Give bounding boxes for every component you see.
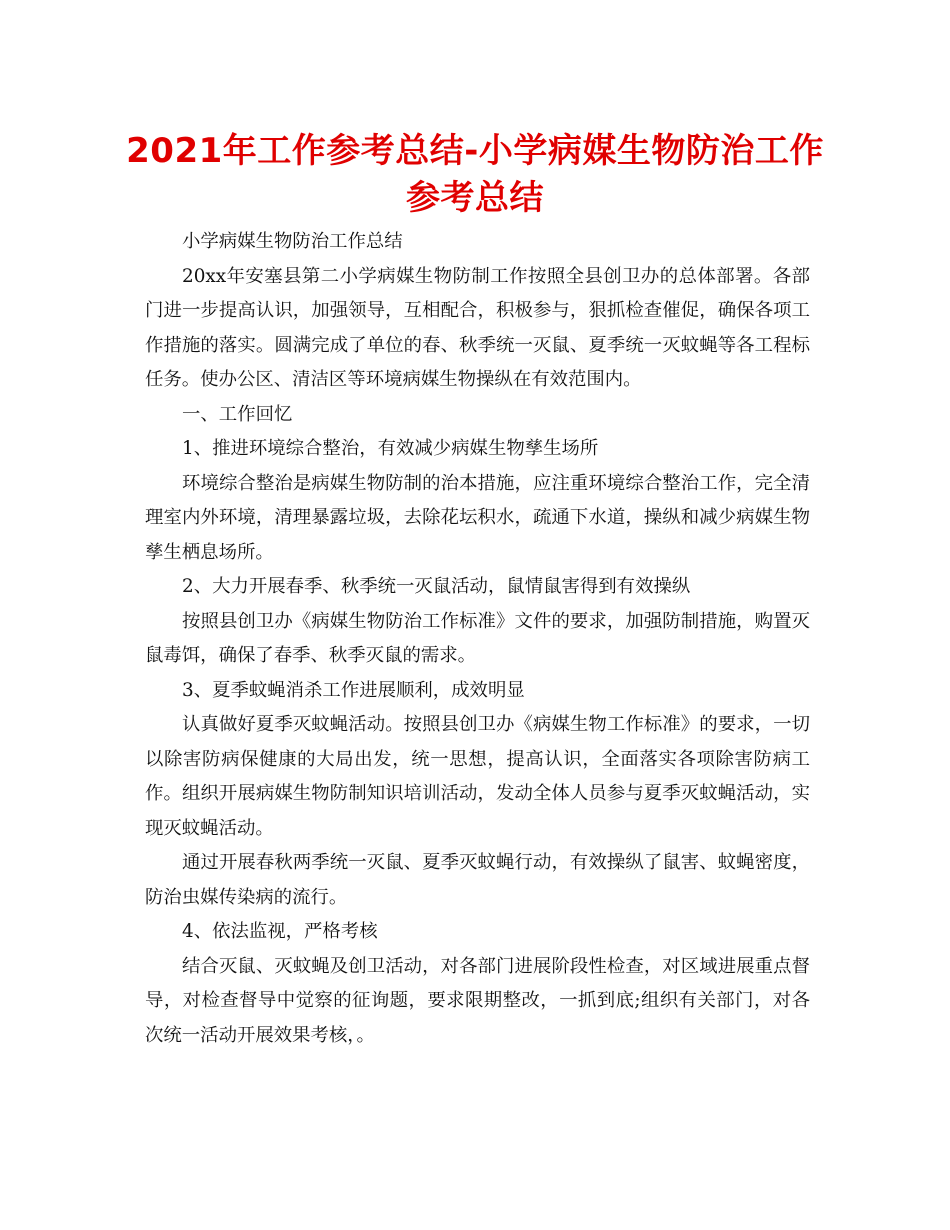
paragraph-item-3b: 通过开展春秋两季统一灭鼠、夏季灭蚊蝇行动，有效操纵了鼠害、蚊蝇密度，防治虫媒传染病的流行。 bbox=[145, 852, 810, 908]
document-title: 2021年工作参考总结-小学病媒生物防治工作参考总结 bbox=[126, 131, 824, 218]
paragraph-item-2: 按照县创卫办《病媒生物防治工作标准》文件的要求，加强防制措施，购置灭鼠毒饵，确保了春季、秋季灭鼠的需求。 bbox=[145, 610, 810, 666]
paragraph-item-1: 环境综合整治是病媒生物防制的治本措施，应注重环境综合整治工作，完全清理室内外环境，清理暴露垃圾，去除花坛积水，疏通下水道，操纵和减少病媒生物孳生栖息场所。 bbox=[145, 472, 810, 563]
paragraph-item-4: 结合灭鼠、灭蚊蝇及创卫活动，对各部门进展阶段性检查，对区域进展重点督导，对检查督导中觉察的征询题，要求限期整改，一抓到底;组织有关部门，对各次统一活动开展效果考核，。 bbox=[145, 955, 810, 1046]
item-heading-1: 1、推进环境综合整治，有效减少病媒生物孳生场所 bbox=[182, 438, 599, 459]
paragraph-item-3a: 认真做好夏季灭蚊蝇活动。按照县创卫办《病媒生物工作标准》的要求，一切以除害防病保健康的大局出发，统一思想，提高认识，全面落实各项除害防病工作。组织开展病媒生物防制知识培训活动，发动全体人员参与夏季灭蚊蝇活动，实现灭蚊蝇活动。 bbox=[145, 714, 810, 839]
section-heading-review: 一、工作回忆 bbox=[182, 403, 293, 425]
paragraph-intro: 20xx年安塞县第二小学病媒生物防制工作按照全县创卫办的总体部署。各部门进一步提高认识，加强领导，互相配合，积极参与，狠抓检查催促，确保各项工作措施的落实。圆满完成了单位的春、秋季统一灭鼠、夏季统一灭蚊蝇等各工程标任务。使办公区、清洁区等环境病媒生物操纵在有效范围内。 bbox=[145, 265, 810, 390]
item-heading-2: 2、大力开展春季、秋季统一灭鼠活动，鼠情鼠害得到有效操纵 bbox=[182, 576, 691, 597]
paragraph-subtitle: 小学病媒生物防治工作总结 bbox=[182, 231, 403, 252]
item-heading-3: 3、夏季蚊蝇消杀工作进展顺利，成效明显 bbox=[182, 679, 525, 701]
document-body bbox=[145, 225, 810, 1053]
item-heading-4: 4、依法监视，严格考核 bbox=[182, 921, 378, 942]
